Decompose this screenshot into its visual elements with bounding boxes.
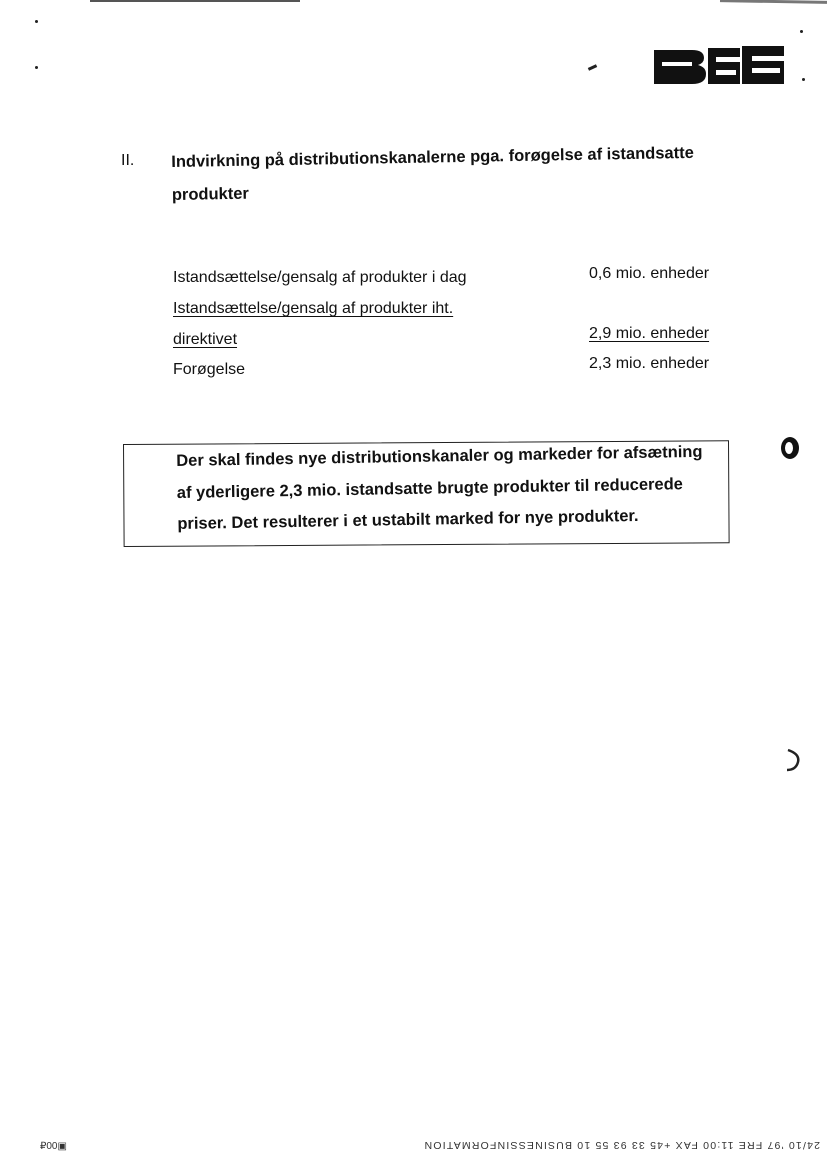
scan-speck: [588, 64, 597, 71]
section-title: Indvirkning på distributionskanalerne pga. forøgelse af istandsatte produkter: [171, 143, 694, 204]
row-value-directive: 2,9 mio. enheder: [589, 325, 710, 342]
row-value-increase: 2,3 mio. enheder: [589, 355, 710, 372]
conclusion-text: [176, 436, 723, 540]
scan-edge-line: [90, 0, 300, 2]
fax-page-number: ₽00▣: [40, 1141, 67, 1152]
fax-header-line: 24/10 '97 FRE 11:00 FAX +45 33 93 55 10 BUSINESSINFORMATION: [423, 1139, 820, 1151]
bfe-logo: [654, 44, 784, 86]
row-label-today: Istandsættelse/gensalg af produkter i dag: [173, 269, 467, 286]
punch-hole-mark: [782, 748, 802, 772]
scan-speck: [800, 30, 803, 33]
punch-hole-mark: [780, 436, 800, 460]
row-label-directive: Istandsættelse/gensalg af produkter iht.: [173, 300, 454, 317]
row-label-directive-cont: direktivet: [173, 331, 238, 348]
conclusion-line: priser. Det resulterer i et ustabilt marked for nye produkter.: [177, 506, 639, 533]
scan-edge-line: [720, 0, 827, 4]
row-label-increase: Forøgelse: [173, 361, 246, 378]
scan-speck: [802, 78, 805, 81]
section-number: II.: [121, 152, 135, 169]
conclusion-line: af yderligere 2,3 mio. istandsatte brugte produkter til reducerede: [176, 474, 684, 502]
scan-speck: [35, 20, 38, 23]
row-value-today: 0,6 mio. enheder: [589, 265, 710, 282]
conclusion-line: Der skal findes nye distributionskanaler og markeder for afsætning: [176, 442, 703, 470]
scan-speck: [35, 66, 38, 69]
